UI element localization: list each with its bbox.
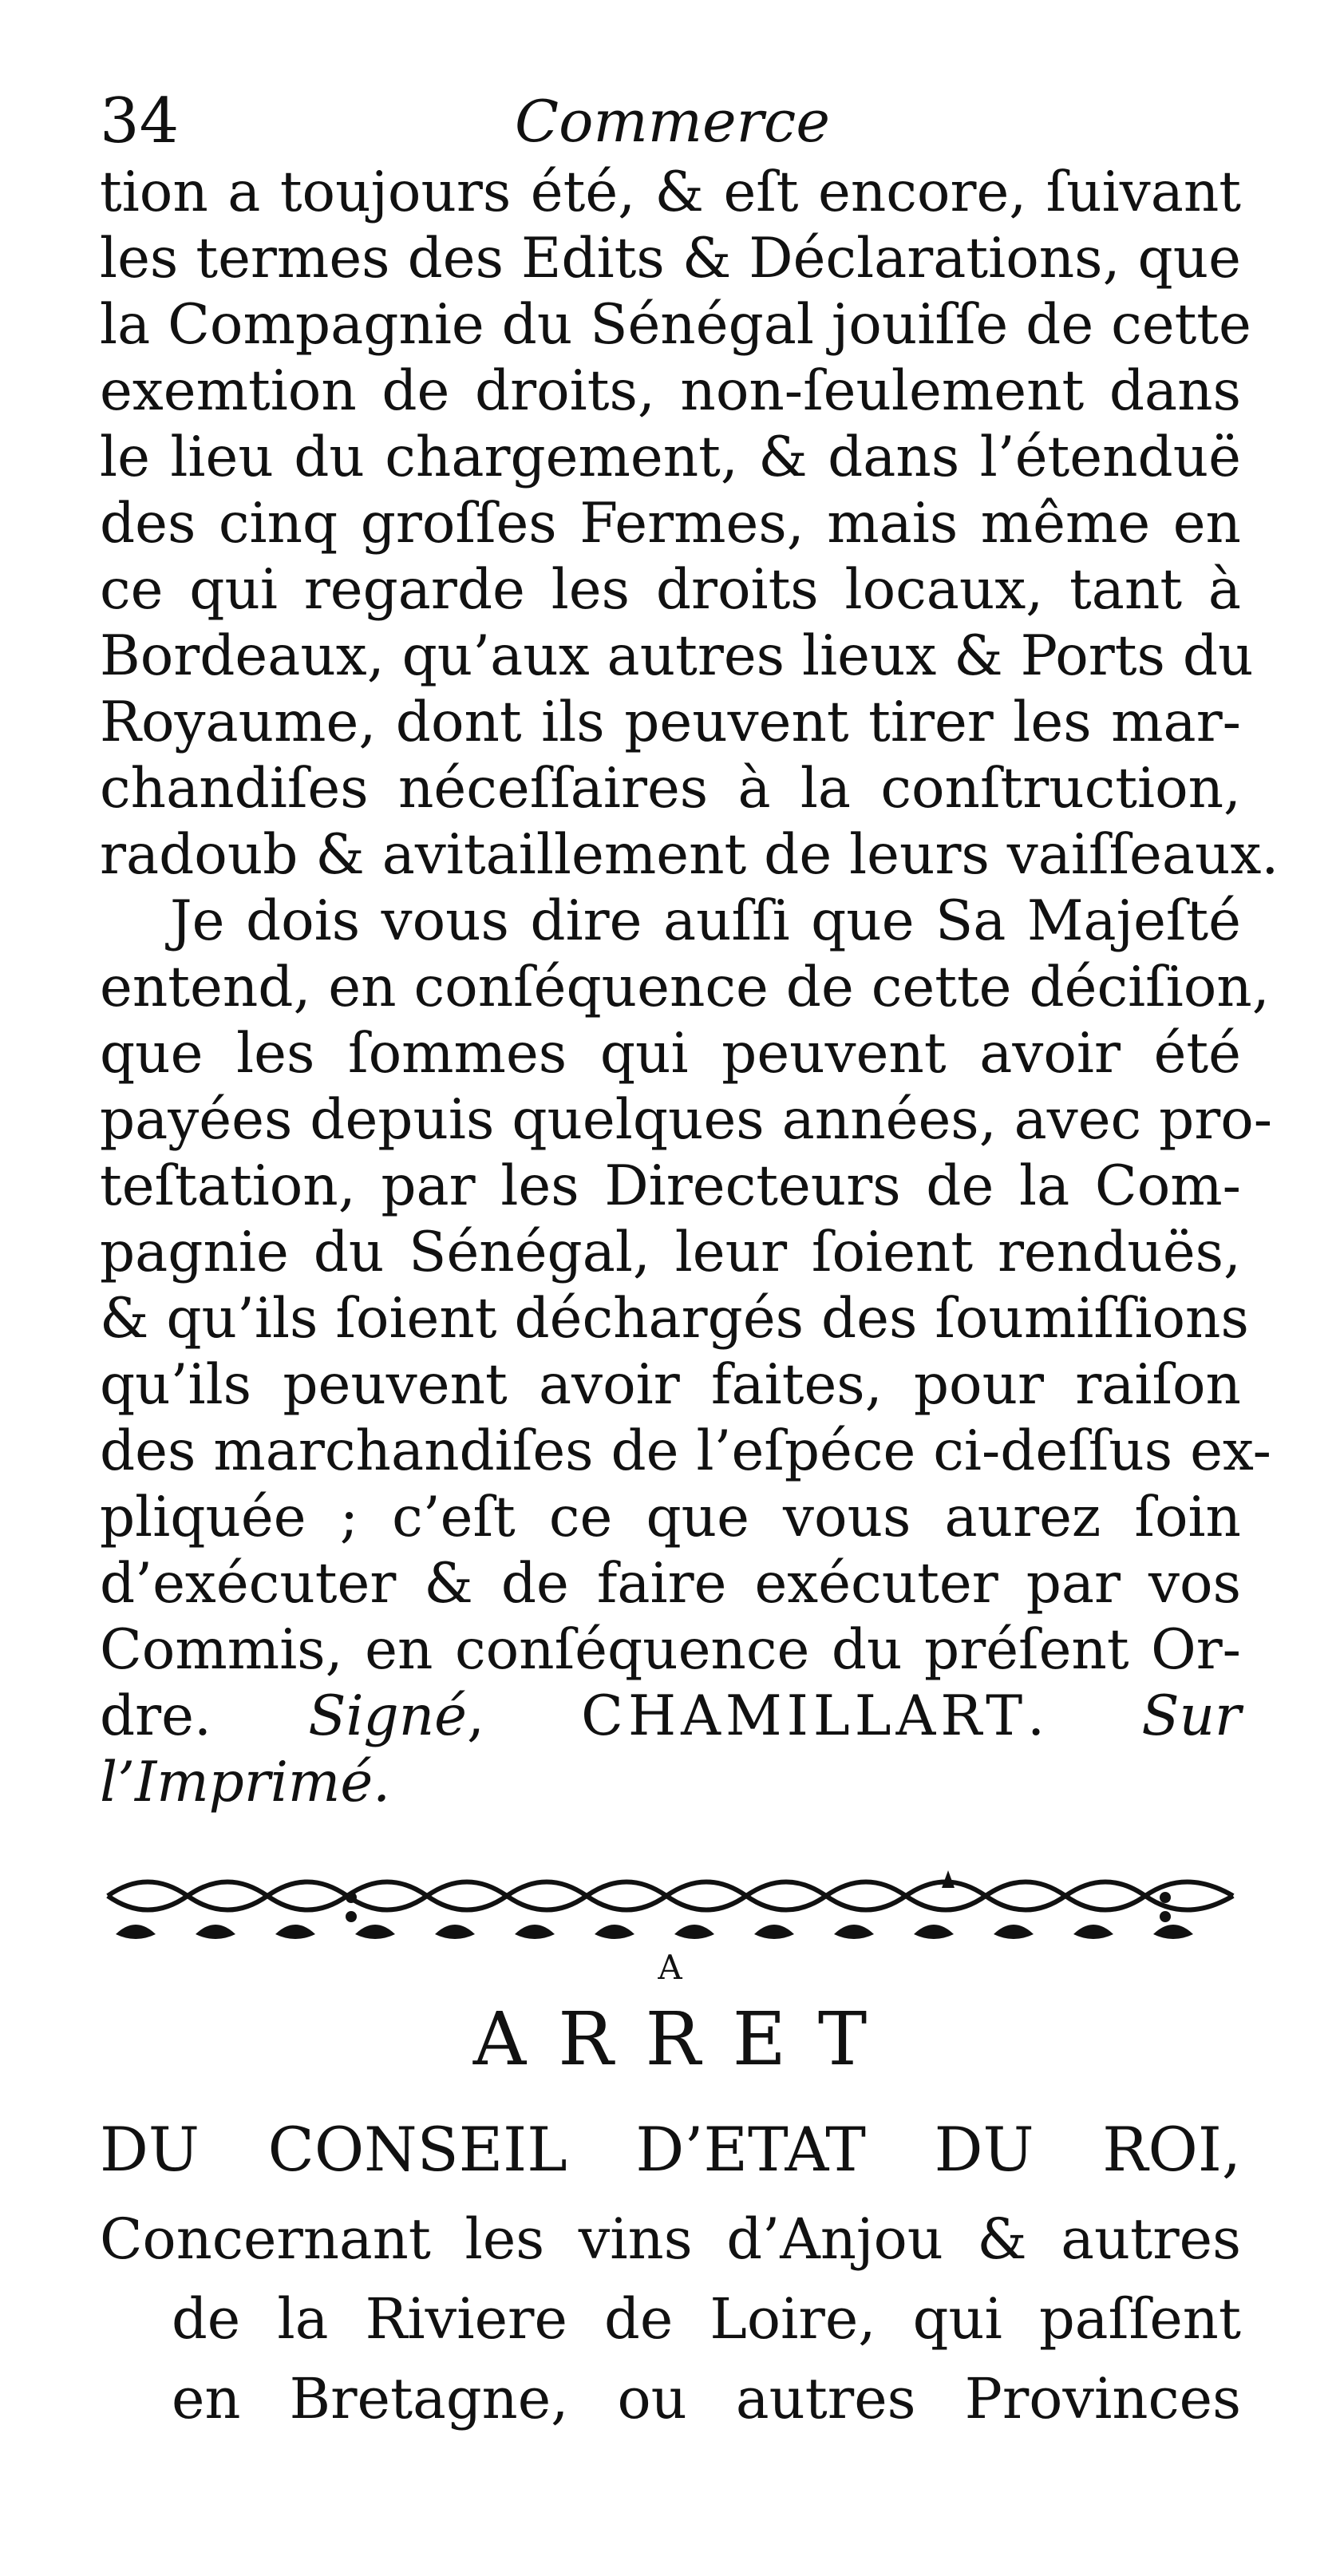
text-line: Bordeaux, qu’aux autres lieux & Ports du — [100, 624, 1254, 688]
signe-label: Signé — [308, 1684, 467, 1748]
text-line: radoub & avitaillement de leurs vaiſſeaux. — [100, 823, 1279, 887]
signatory-name: CHAMILLART — [581, 1684, 1028, 1748]
arret-subtitle: DU CONSEIL D’ETAT DU ROI, — [100, 2114, 1241, 2185]
page-number: 34 — [100, 85, 180, 157]
text-line: payées depuis quelques années, avec pro- — [100, 1088, 1273, 1152]
signature-comma: , — [466, 1684, 582, 1748]
signature-line — [100, 1684, 1241, 1750]
text-line: teſtation, par les Directeurs de la Com- — [100, 1154, 1241, 1218]
text-line: des marchandiſes de l’eſpéce ci-deſſus ex- — [100, 1419, 1271, 1483]
arret-title: ARRET — [472, 1996, 899, 2082]
text-line: le lieu du chargement, & dans l’étenduë — [100, 425, 1241, 489]
printers-ornament-band — [100, 1864, 1241, 1960]
text-line: tion a toujours été, & eſt encore, ſuivant — [100, 160, 1241, 224]
signature-prefix: dre. — [100, 1684, 309, 1748]
text-line: & qu’ils ſoient déchargés des ſoumiſſions — [100, 1287, 1249, 1351]
text-line: Commis, en conſéquence du préſent Or- — [100, 1618, 1241, 1682]
concerning-line: Concernant les vins d’Anjou & autres — [100, 2206, 1241, 2272]
imprime-line: l’Imprimé. — [100, 1751, 391, 1814]
text-line: d’exécuter & de faire exécuter par vos — [100, 1552, 1241, 1616]
text-line: que les ſommes qui peuvent avoir été — [100, 1022, 1241, 1086]
text-line: Je dois vous dire auſſi que Sa Majeſté — [170, 889, 1241, 953]
text-line: pliquée ; c’eſt ce que vous aurez ſoin — [100, 1486, 1241, 1549]
text-line: chandiſes néceſſaires à la conſtruction, — [100, 757, 1241, 821]
text-line: pagnie du Sénégal, leur ſoient renduës, — [100, 1221, 1241, 1284]
text-line: ce qui regarde les droits locaux, tant à — [100, 558, 1241, 622]
signature-period: . — [1027, 1684, 1142, 1748]
text-line: la Compagnie du Sénégal jouiſſe de cette — [100, 293, 1251, 357]
text-line: les termes des Edits & Déclarations, que — [100, 227, 1241, 291]
page-header — [100, 84, 1233, 160]
text-line: entend, en conſéquence de cette déciſion, — [100, 956, 1270, 1019]
text-line: Royaume, dont ils peuvent tirer les mar- — [100, 690, 1241, 754]
sur-label: Sur — [1141, 1684, 1242, 1748]
text-line: des cinq groſſes Fermes, mais même en — [100, 492, 1241, 556]
arret-prefix: A — [658, 1948, 682, 1987]
concerning-line: en Bretagne, ou autres Provinces — [172, 2366, 1241, 2432]
concerning-line: de la Riviere de Loire, qui paſſent — [172, 2286, 1241, 2352]
arret-concerning — [100, 2199, 1241, 2439]
running-head: Commerce — [515, 88, 830, 155]
text-line: exemtion de droits, non-ſeulement dans — [100, 359, 1241, 423]
body-text — [100, 160, 1279, 1816]
text-line: qu’ils peuvent avoir faites, pour raiſon — [100, 1353, 1241, 1417]
